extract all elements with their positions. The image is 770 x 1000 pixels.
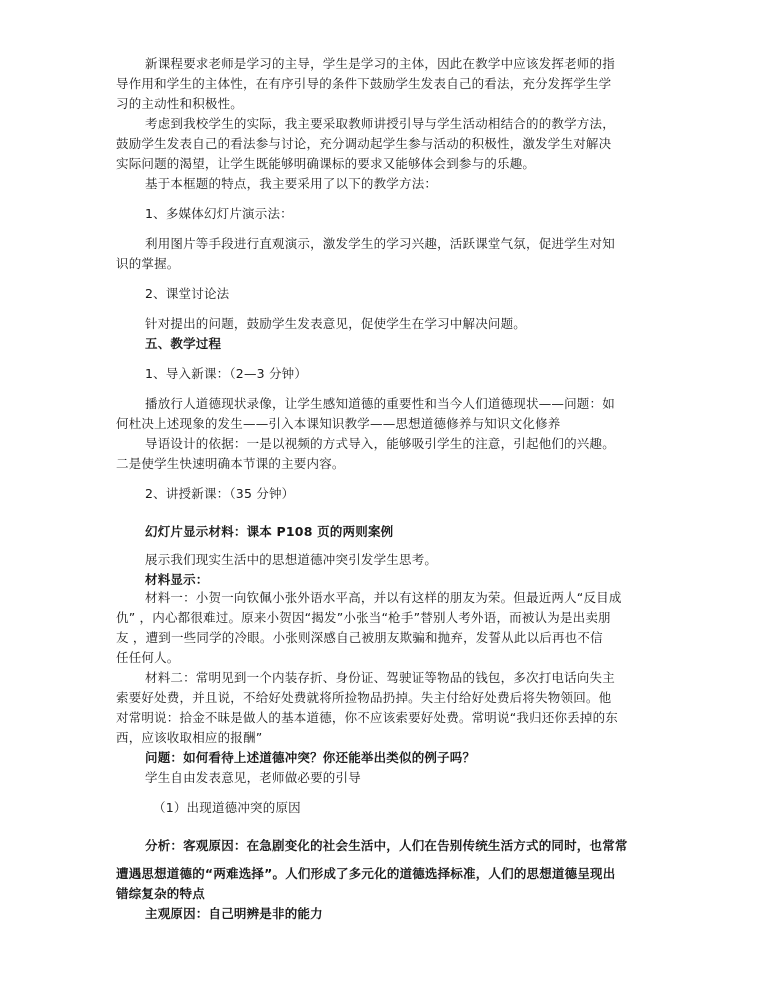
paragraph-line: 二是使学生快速明确本节课的主要内容。 — [116, 456, 345, 471]
paragraph-line: 材料二：常明见到一个内装存折、身份证、驾驶证等物品的钱包，多次打电话向失主 — [145, 670, 615, 685]
analysis-line: 错综复杂的特点 — [116, 886, 205, 901]
paragraph-line: 利用图片等手段进行直观演示，激发学生的学习兴趣，活跃课堂气氛，促进学生对知 — [145, 236, 615, 251]
paragraph-line: 导语设计的依据：一是以视频的方式导入，能够吸引学生的注意，引起他们的兴趣。 — [145, 436, 615, 451]
list-item-heading: 1、多媒体幻灯片演示法： — [145, 206, 293, 221]
paragraph-line: 材料一：小贺一向钦佩小张外语水平高，并以有这样的朋友为荣。但最近两人“反目成 — [145, 590, 622, 605]
paragraph-line: 导作用和学生的主体性，在有序引导的条件下鼓励学生发表自己的看法，充分发挥学生学 — [116, 76, 612, 91]
paragraph-line: 友 ，遭到一些同学的冷眼。小张则深感自己被朋友欺骗和抛弃，发誓从此以后再也不信 — [116, 630, 603, 645]
list-item-heading: 1、导入新课：（2—3 分钟） — [145, 366, 308, 381]
paragraph-line: 何杜决上述现象的发生——引入本课知识教学——思想道德修养与知识文化修养 — [116, 416, 561, 431]
slide-heading: 幻灯片显示材料：课本 P108 页的两则案例 — [145, 524, 394, 539]
material-heading: 材料显示： — [145, 572, 209, 587]
paragraph-line: 考虑到我校学生的实际，我主要采取教师讲授引导与学生活动相结合的的教学方法， — [145, 116, 615, 131]
paragraph-line: 学生自由发表意见，老师做必要的引导 — [145, 770, 361, 785]
paragraph-line: 针对提出的问题，鼓励学生发表意见，促使学生在学习中解决问题。 — [145, 316, 527, 331]
paragraph-line: 西，应该收取相应的报酬” — [116, 730, 263, 745]
list-item-heading: 2、讲授新课：（35 分钟） — [145, 486, 295, 501]
paragraph-line: 仇” ，内心都很难过。原来小贺因“揭发”小张当“枪手”替别人考外语，而被认为是出卖朋 — [116, 610, 611, 625]
paragraph-line: 索要好处费，并且说，不给好处费就将所捡物品扔掉。失主付给好处费后将失物领回。他 — [116, 690, 612, 705]
analysis-line: 主观原因：自己明辨是非的能力 — [145, 906, 323, 921]
paragraph-line: 对常明说：拾金不昧是做人的基本道德，你不应该索要好处费。常明说“我归还你丢掉的东 — [116, 710, 618, 725]
analysis-line: 分析：客观原因：在急剧变化的社会生活中，人们在告别传统生活方式的同时，也常常 — [145, 838, 628, 853]
paragraph-line: 任任何人。 — [116, 650, 180, 665]
list-item-heading: （1）出现道德冲突的原因 — [153, 800, 301, 815]
analysis-line: 遭遇思想道德的“两难选择”。人们形成了多元化的道德选择标准，人们的思想道德呈现出 — [116, 866, 616, 881]
paragraph-line: 鼓励学生发表自己的看法参与讨论，充分调动起学生参与活动的积极性，激发学生对解决 — [116, 136, 612, 151]
paragraph-line: 新课程要求老师是学习的主导，学生是学习的主体，因此在教学中应该发挥老师的指 — [145, 56, 615, 71]
paragraph-line: 实际问题的渴望，让学生既能够明确课标的要求又能够体会到参与的乐趣。 — [116, 156, 536, 171]
paragraph-line: 播放行人道德现状录像，让学生感知道德的重要性和当今人们道德现状——问题：如 — [145, 396, 615, 411]
section-heading: 五、教学过程 — [145, 336, 222, 351]
paragraph-line: 识的掌握。 — [116, 256, 180, 271]
paragraph-line: 习的主动性和积极性。 — [116, 96, 244, 111]
paragraph-line: 展示我们现实生活中的思想道德冲突引发学生思考。 — [145, 552, 438, 567]
question-line: 问题：如何看待上述道德冲突？你还能举出类似的例子吗？ — [145, 750, 476, 765]
paragraph-line: 基于本框题的特点，我主要采用了以下的教学方法： — [145, 176, 438, 191]
list-item-heading: 2、课堂讨论法 — [145, 286, 230, 301]
